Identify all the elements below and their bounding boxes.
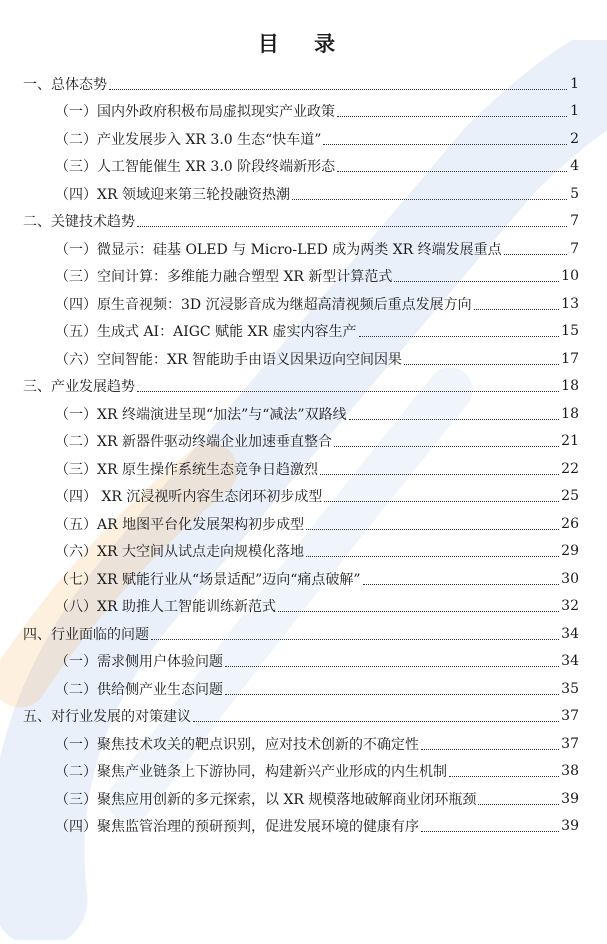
toc-entry-label: 三、产业发展趋势 <box>23 379 135 396</box>
toc-dot-leader <box>394 280 559 282</box>
toc-dot-leader <box>320 473 559 475</box>
toc-entry-page-number: 4 <box>570 158 579 175</box>
toc-entry-page-number: 7 <box>570 240 579 257</box>
toc-entry-page-number: 18 <box>561 405 579 422</box>
toc-entry-page-number: 26 <box>561 515 579 532</box>
toc-entry-page-number: 30 <box>561 570 579 587</box>
toc-entry-label: （二）供给侧产业生态问题 <box>55 681 223 698</box>
toc-dot-leader <box>337 170 567 172</box>
toc-entry-label: （六）空间智能：XR 智能助手由语义因果迈向空间因果 <box>55 351 402 368</box>
toc-entry-label: （一）聚焦技术攻关的靶点识别，应对技术创新的不确定性 <box>55 736 419 753</box>
toc-section-entry[interactable] <box>0 290 607 318</box>
toc-dot-leader <box>323 143 567 145</box>
toc-section-entry[interactable] <box>0 593 607 621</box>
toc-dot-leader <box>193 720 559 722</box>
toc-entry-page-number: 32 <box>561 598 579 615</box>
toc-section-entry[interactable] <box>0 180 607 208</box>
toc-entry-page-number: 18 <box>561 378 579 395</box>
toc-section-entry[interactable] <box>0 153 607 181</box>
toc-entry-label: （四）XR 领域迎来第三轮投融资热潮 <box>55 186 290 203</box>
toc-entry-page-number: 37 <box>561 735 579 752</box>
toc-entry-label: 四、行业面临的问题 <box>23 626 149 643</box>
toc-entry-page-number: 21 <box>561 433 579 450</box>
toc-dot-leader <box>151 638 559 640</box>
toc-section-entry[interactable] <box>0 400 607 428</box>
toc-entry-label: （一）国内外政府积极布局虚拟现实产业政策 <box>55 104 335 121</box>
toc-dot-leader <box>359 335 560 337</box>
toc-entry-label: （四）原生音视频：3D 沉浸影音成为继超高清视频后重点发展方向 <box>55 296 472 313</box>
toc-entry-label: （三）聚焦应用创新的多元探索，以 XR 规模落地破解商业闭环瓶颈 <box>55 791 477 808</box>
toc-section-entry[interactable] <box>0 235 607 263</box>
toc-section-entry[interactable] <box>0 318 607 346</box>
toc-entry-label: （三）XR 原生操作系统生态竞争日趋激烈 <box>55 461 318 478</box>
toc-dot-leader <box>278 610 559 612</box>
toc-entry-label: 二、关键技术趋势 <box>23 214 135 231</box>
toc-chapter-entry[interactable] <box>0 70 607 98</box>
toc-dot-leader <box>292 198 567 200</box>
toc-section-entry[interactable] <box>0 263 607 291</box>
toc-entry-label: （五）AR 地图平台化发展架构初步成型 <box>55 516 305 533</box>
toc-section-entry[interactable] <box>0 813 607 841</box>
toc-entry-label: （一）XR 终端演进呈现“加法”与“减法”双路线 <box>55 406 347 423</box>
toc-entry-label: （三）空间计算：多维能力融合塑型 XR 新型计算范式 <box>55 269 393 286</box>
toc-dot-leader <box>137 225 567 227</box>
toc-entry-page-number: 13 <box>561 295 579 312</box>
toc-section-entry[interactable] <box>0 510 607 538</box>
toc-entry-page-number: 5 <box>570 185 579 202</box>
toc-chapter-entry[interactable] <box>0 373 607 401</box>
toc-dot-leader <box>337 115 567 117</box>
toc-entry-label: （一）微显示：硅基 OLED 与 Micro-LED 成为两类 XR 终端发展重点 <box>55 241 502 258</box>
toc-entry-label: （二）XR 新器件驱动终端企业加速垂直整合 <box>55 434 332 451</box>
toc-dot-leader <box>109 88 567 90</box>
toc-chapter-entry[interactable] <box>0 620 607 648</box>
toc-section-entry[interactable] <box>0 565 607 593</box>
toc-section-entry[interactable] <box>0 648 607 676</box>
toc-dot-leader <box>324 500 559 502</box>
toc-dot-leader <box>137 390 559 392</box>
toc-dot-leader <box>306 555 559 557</box>
toc-entry-page-number: 7 <box>570 213 579 230</box>
toc-entry-label: （四）聚焦监管治理的预研预判，促进发展环境的健康有序 <box>55 819 419 836</box>
toc-dot-leader <box>225 665 559 667</box>
toc-entry-page-number: 22 <box>561 460 579 477</box>
toc-entry-label: （七）XR 赋能行业从“场景适配”迈向“痛点破解” <box>55 571 361 588</box>
toc-entry-page-number: 39 <box>561 790 579 807</box>
toc-section-entry[interactable] <box>0 538 607 566</box>
toc-entry-page-number: 29 <box>561 543 579 560</box>
toc-entry-label: （二）聚焦产业链条上下游协同，构建新兴产业形成的内生机制 <box>55 764 447 781</box>
toc-dot-leader <box>363 583 560 585</box>
toc-entry-label: （四） XR 沉浸视听内容生态闭环初步成型 <box>55 489 323 506</box>
toc-dot-leader <box>421 830 559 832</box>
toc-entry-label: （六）XR 大空间从试点走向规模化落地 <box>55 544 304 561</box>
toc-entry-label: （一）需求侧用户体验问题 <box>55 654 223 671</box>
toc-dot-leader <box>225 693 559 695</box>
toc-dot-leader <box>504 253 567 255</box>
toc-dot-leader <box>404 363 559 365</box>
toc-entry-page-number: 35 <box>561 680 579 697</box>
toc-entry-page-number: 34 <box>561 653 579 670</box>
toc-entry-label: （二）产业发展步入 XR 3.0 生态“快车道” <box>55 131 322 148</box>
toc-section-entry[interactable] <box>0 758 607 786</box>
toc-entry-label: （三）人工智能催生 XR 3.0 阶段终端新形态 <box>55 159 336 176</box>
toc-section-entry[interactable] <box>0 730 607 758</box>
toc-dot-leader <box>421 748 559 750</box>
toc-section-entry[interactable] <box>0 125 607 153</box>
toc-entry-label: （五）生成式 AI：AIGC 赋能 XR 虚实内容生产 <box>55 324 357 341</box>
toc-entry-page-number: 25 <box>561 488 579 505</box>
toc-title: 目 录 <box>257 32 350 56</box>
toc-dot-leader <box>478 803 559 805</box>
toc-chapter-entry[interactable] <box>0 703 607 731</box>
toc-section-entry[interactable] <box>0 675 607 703</box>
toc-dot-leader <box>449 775 559 777</box>
toc-entry-label: 五、对行业发展的对策建议 <box>23 709 191 726</box>
toc-chapter-entry[interactable] <box>0 208 607 236</box>
toc-entry-page-number: 34 <box>561 625 579 642</box>
toc-section-entry[interactable] <box>0 345 607 373</box>
toc-entry-page-number: 17 <box>561 350 579 367</box>
toc-dot-leader <box>334 445 559 447</box>
toc-dot-leader <box>306 528 559 530</box>
toc-dot-leader <box>349 418 560 420</box>
toc-entry-page-number: 37 <box>561 708 579 725</box>
toc-section-entry[interactable] <box>0 98 607 126</box>
toc-section-entry[interactable] <box>0 455 607 483</box>
toc-entry-label: 一、总体态势 <box>23 76 107 93</box>
toc-entry-page-number: 2 <box>570 130 579 147</box>
toc-entry-page-number: 15 <box>561 323 579 340</box>
toc-entry-label: （八）XR 助推人工智能训练新范式 <box>55 599 276 616</box>
toc-entry-page-number: 38 <box>561 763 579 780</box>
toc-entry-page-number: 39 <box>561 818 579 835</box>
toc-list <box>0 70 607 840</box>
toc-section-entry[interactable] <box>0 483 607 511</box>
toc-entry-page-number: 1 <box>570 75 579 92</box>
toc-entry-page-number: 1 <box>570 103 579 120</box>
toc-dot-leader <box>474 308 560 310</box>
toc-section-entry[interactable] <box>0 785 607 813</box>
toc-section-entry[interactable] <box>0 428 607 456</box>
toc-entry-page-number: 10 <box>561 268 579 285</box>
